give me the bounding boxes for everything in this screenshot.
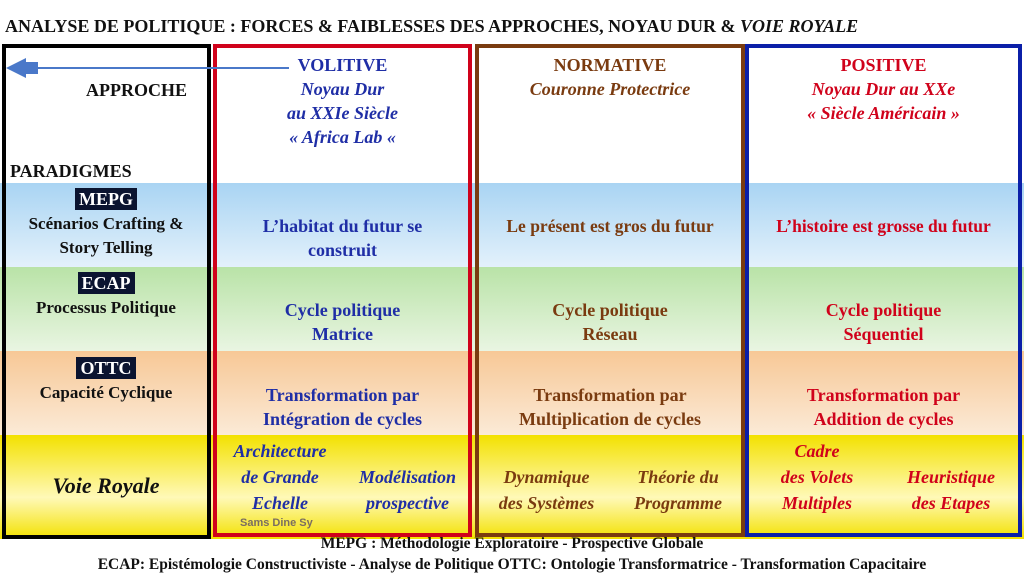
row-ecap-label: [6, 272, 206, 320]
volitive-sub-2: au XXIe Siècle: [287, 103, 398, 123]
normative-voie-b-2: Programme: [634, 493, 722, 513]
row-mepg-label: [6, 188, 206, 260]
volitive-ecap: [217, 298, 468, 346]
positive-ecap-2: Séquentiel: [843, 324, 924, 344]
positive-sub-2: « Siècle Américain »: [807, 103, 960, 123]
paradigmes-label: PARADIGMES: [10, 161, 132, 181]
title-main: ANALYSE DE POLITIQUE : FORCES & FAIBLESSES DES APPROCHES, NOYAU DUR &: [5, 16, 736, 36]
normative-ecap: [479, 298, 741, 346]
normative-ottc-1: Transformation par: [533, 385, 687, 405]
normative-sub-1: Couronne Protectrice: [529, 79, 691, 99]
voie-royale-label: Voie Royale: [52, 473, 160, 498]
ecap-badge: ECAP: [78, 272, 135, 294]
normative-voie-a-1: Dynamique: [503, 467, 590, 487]
positive-voie-a: [752, 438, 882, 516]
positive-voie-a-2: des Volets: [780, 467, 854, 487]
footer-line-1: MEPG : Méthodologie Exploratoire - Prospective Globale: [320, 535, 704, 552]
volitive-voie-b-2: prospective: [366, 493, 449, 513]
positive-header: [749, 53, 1018, 125]
volitive-mepg: [217, 214, 468, 262]
volitive-voie-a-2: de Grande: [241, 467, 319, 487]
positive-name: POSITIVE: [840, 55, 927, 75]
positive-voie-b: [884, 464, 1018, 516]
positive-ottc-1: Transformation par: [806, 385, 961, 405]
positive-ecap-1: Cycle politique: [825, 300, 942, 320]
mepg-line2: Story Telling: [59, 238, 153, 257]
volitive-voie-a: [215, 438, 345, 516]
ottc-badge: OTTC: [76, 357, 135, 379]
positive-voie-b-2: des Etapes: [911, 493, 991, 513]
title-italic: VOIE ROYALE: [739, 16, 859, 36]
normative-voie-b-1: Théorie du: [637, 467, 719, 487]
mepg-badge: MEPG: [75, 188, 137, 210]
approche-label: APPROCHE: [86, 80, 187, 100]
normative-ottc: [479, 383, 741, 431]
volitive-ecap-2: Matrice: [312, 324, 373, 344]
volitive-ottc-1: Transformation par: [265, 385, 420, 405]
positive-voie-a-3: Multiples: [781, 493, 852, 513]
volitive-mepg-2: construit: [308, 240, 377, 260]
volitive-voie-a-3: Echelle: [252, 493, 308, 513]
normative-mepg: [479, 214, 741, 238]
positive-ottc-2: Addition de cycles: [813, 409, 954, 429]
volitive-ottc: [217, 383, 468, 431]
positive-ottc: [749, 383, 1018, 431]
normative-voie-b: [614, 464, 742, 516]
normative-voie-a-2: des Systèmes: [498, 493, 595, 513]
volitive-ottc-2: Intégration de cycles: [263, 409, 422, 429]
normative-ecap-1: Cycle politique: [552, 300, 668, 320]
page-title: [5, 16, 1024, 37]
mepg-line1: Scénarios Crafting &: [28, 214, 184, 233]
ottc-line1: Capacité Cyclique: [39, 383, 173, 402]
ecap-line1: Processus Politique: [36, 298, 176, 317]
normative-mepg-1: Le présent est gros du futur: [506, 216, 714, 236]
positive-mepg-1: L’histoire est grosse du futur: [776, 216, 991, 236]
row-ottc-label: [6, 357, 206, 405]
normative-header: [479, 53, 741, 101]
normative-ecap-2: Réseau: [582, 324, 638, 344]
normative-ottc-2: Multiplication de cycles: [519, 409, 701, 429]
volitive-voie-b-1: Modélisation: [358, 467, 456, 487]
volitive-header: [217, 53, 468, 149]
volitive-sub-3: « Africa Lab «: [289, 127, 396, 147]
volitive-ecap-1: Cycle politique: [284, 300, 401, 320]
volitive-mepg-1: L’habitat du futur se: [262, 216, 423, 236]
signature: Sams Dine Sy: [240, 517, 313, 529]
footer-line-2: ECAP: Epistémologie Constructiviste - Analyse de Politique OTTC: Ontologie Transformatrice - Transformation Capacitaire: [97, 556, 927, 573]
volitive-voie-b: [345, 464, 470, 516]
normative-voie-a: [479, 464, 614, 516]
positive-sub-1: Noyau Dur au XXe: [811, 79, 956, 99]
volitive-name: VOLITIVE: [297, 55, 388, 75]
positive-voie-b-1: Heuristique: [906, 467, 995, 487]
normative-name: NORMATIVE: [553, 55, 667, 75]
volitive-voie-a-1: Architecture: [233, 441, 327, 461]
positive-mepg: [749, 214, 1018, 238]
positive-voie-a-1: Cadre: [794, 441, 840, 461]
positive-ecap: [749, 298, 1018, 346]
volitive-sub-1: Noyau Dur: [300, 79, 385, 99]
